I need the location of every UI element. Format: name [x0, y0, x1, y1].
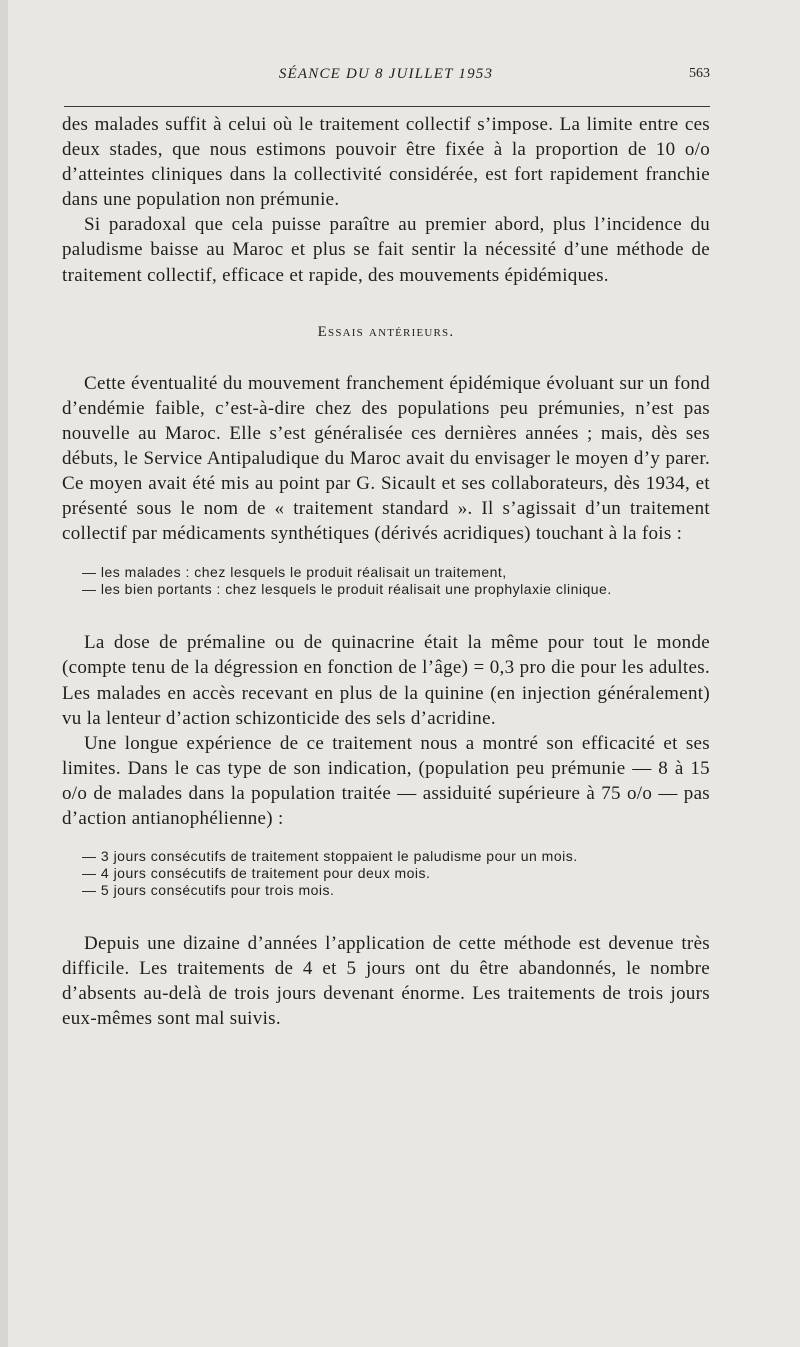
- paragraph-2: Si paradoxal que cela puisse paraître au premier abord, plus l’incidence du paludisme baisse au Maroc et plus se fait sentir la nécessité d’une méthode de traitement collectif, efficace et rapide, des mouvements épidémiques.: [62, 214, 710, 286]
- list-1-item-2: — les bien portants : chez lesquels le produit réalisait une prophylaxie clinique.: [82, 581, 612, 598]
- list-2-item-3: — 5 jours consécutifs pour trois mois.: [82, 882, 335, 899]
- running-title: SÉANCE DU 8 JUILLET 1953: [278, 66, 494, 82]
- list-1: [62, 564, 710, 598]
- running-head: [62, 66, 710, 90]
- header-rule: [64, 106, 710, 107]
- paragraph-6: Depuis une dizaine d’années l’application de cette méthode est devenue très difficile. Les traitements de 4 et 5 jours ont du être abandonnés, le nombre d’absents au-delà de trois jours devenant énorme. Les traitements de trois jours eux-mêmes sont mal suivis.: [62, 933, 710, 1030]
- paragraph-5: Une longue expérience de ce traitement nous a montré son efficacité et ses limites. Dans le cas type de son indication, (population peu prémunie — 8 à 15 o/o de malades dans la population traitée — assiduité supérieure à 75 o/o — pas d’action antianophélienne) :: [62, 732, 710, 829]
- list-1-item-1: — les malades : chez lesquels le produit réalisait un traitement,: [82, 564, 507, 581]
- list-2-item-1: — 3 jours consécutifs de traitement stoppaient le paludisme pour un mois.: [82, 848, 578, 865]
- paragraph-3: Cette éventualité du mouvement franchement épidémique évoluant sur un fond d’endémie faible, c’est-à-dire chez des populations peu prémunies, n’est pas nouvelle au Maroc. Elle s’est généralisée ces dernières années ; mais, dès ses débuts, le Service Antipaludique du Maroc avait du envisager le moyen d’y parer. Ce moyen avait été mis au point par G. Sicault et ses collaborateurs, dès 1934, et présenté sous le nom de « traitement standard ». Il s’agissait d’un traitement collectif par médicaments synthétiques (dérivés acridiques) touchant à la fois :: [62, 372, 710, 545]
- paragraph-1: des malades suffit à celui où le traitement collectif s’impose. La limite entre ces deux stades, que nous estimons pouvoir être fixée à la proportion de 10 o/o d’atteintes cliniques dans la collectivité considérée, est fort rapidement franchie dans une population non prémunie.: [62, 114, 710, 211]
- page-left-edge: [0, 0, 8, 1347]
- section-title: Essais antérieurs.: [317, 323, 455, 340]
- paragraph-4: La dose de prémaline ou de quinacrine était la même pour tout le monde (compte tenu de la dégression en fonction de l’âge) = 0,3 pro die pour les adultes. Les malades en accès recevant en plus de la quinine (en injection généralement) vu la lenteur d’action schizonticide des sels d’acridine.: [62, 632, 710, 729]
- list-2-item-2: — 4 jours consécutifs de traitement pour deux mois.: [82, 865, 431, 882]
- main-text: [62, 112, 710, 1031]
- list-2: [62, 848, 710, 899]
- page-number: 563: [689, 66, 710, 81]
